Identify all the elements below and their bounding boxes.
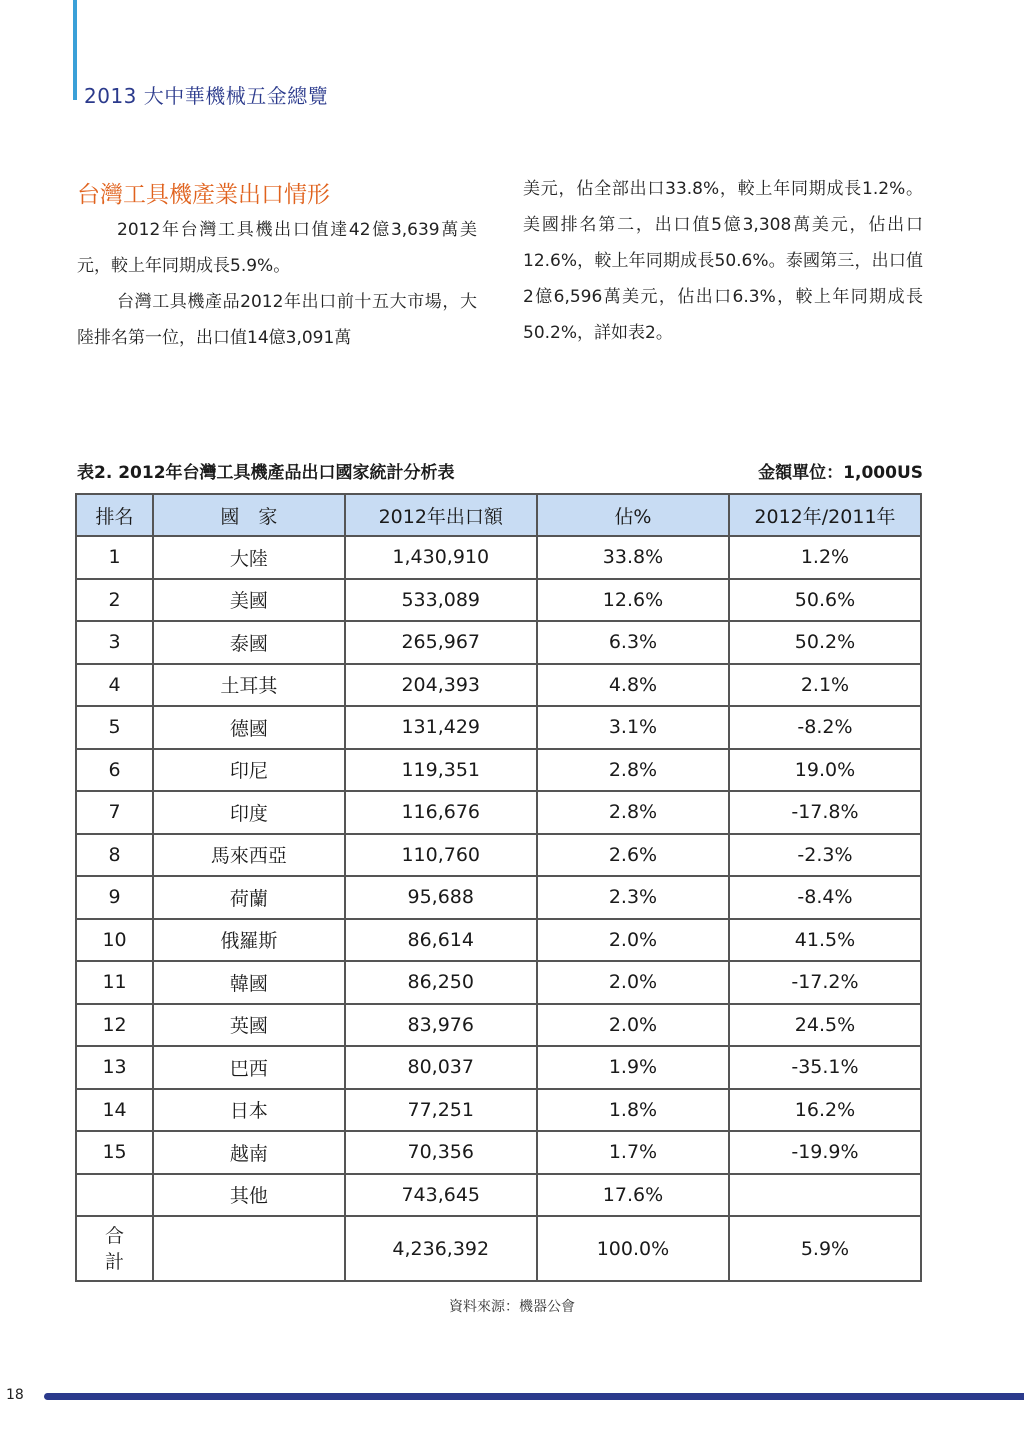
table-row: [76, 1131, 921, 1174]
page-number: 18: [6, 1387, 24, 1403]
table-row: [76, 621, 921, 664]
table-row: [76, 579, 921, 622]
table-row: [76, 961, 921, 1004]
country-cell: 美國: [153, 579, 344, 622]
rank-cell: 8: [76, 834, 153, 877]
country-cell: 印度: [153, 791, 344, 834]
rank-cell: 12: [76, 1004, 153, 1047]
total-label-line2: 計: [105, 1250, 125, 1273]
rank-cell: 1: [76, 536, 153, 579]
country-cell: 土耳其: [153, 664, 344, 707]
pct-cell: 2.8%: [537, 791, 729, 834]
growth-cell: -8.4%: [729, 876, 921, 919]
amount-cell: 116,676: [345, 791, 537, 834]
pct-cell: 12.6%: [537, 579, 729, 622]
amount-cell: 131,429: [345, 706, 537, 749]
growth-cell: 50.2%: [729, 621, 921, 664]
country-cell: 荷蘭: [153, 876, 344, 919]
country-cell: 馬來西亞: [153, 834, 344, 877]
table-row: [76, 706, 921, 749]
pct-cell: 33.8%: [537, 536, 729, 579]
table-row: [76, 1046, 921, 1089]
rank-cell: 4: [76, 664, 153, 707]
table-unit-label: 金額單位：1,000US: [758, 463, 923, 483]
pct-cell: 2.0%: [537, 1004, 729, 1047]
amount-cell: 533,089: [345, 579, 537, 622]
table-caption: 表2. 2012年台灣工具機產品出口國家統計分析表: [77, 463, 455, 483]
growth-cell: -17.8%: [729, 791, 921, 834]
table-row: [76, 791, 921, 834]
header-country: 國 家: [153, 494, 344, 536]
total-label-line1: 合: [105, 1224, 125, 1247]
amount-cell: 204,393: [345, 664, 537, 707]
pct-cell: 3.1%: [537, 706, 729, 749]
table-row: [76, 1004, 921, 1047]
section-heading: 台灣工具機產業出口情形: [77, 182, 330, 208]
table-row: [76, 919, 921, 962]
rank-cell: [76, 1174, 153, 1217]
growth-cell: -8.2%: [729, 706, 921, 749]
rank-cell: 15: [76, 1131, 153, 1174]
export-statistics-table: [75, 493, 922, 1282]
pct-cell: 2.8%: [537, 749, 729, 792]
rank-cell: 6: [76, 749, 153, 792]
amount-cell: 95,688: [345, 876, 537, 919]
amount-cell: 265,967: [345, 621, 537, 664]
amount-cell: 77,251: [345, 1089, 537, 1132]
table-source-note: 資料來源：機器公會: [449, 1299, 575, 1315]
amount-cell: 83,976: [345, 1004, 537, 1047]
table-total-row: [76, 1216, 921, 1281]
paragraph-top-markets-part1: 台灣工具機產品2012年出口前十五大市場，大陸排名第一位，出口值14億3,091萬: [77, 292, 477, 348]
country-cell: 泰國: [153, 621, 344, 664]
paragraph-top-markets-part2: 美元，佔全部出口33.8%，較上年同期成長1.2%。美國排名第二，出口值5億3,308萬美元，佔出口12.6%，較上年同期成長50.6%。泰國第三，出口值2億6,596萬美元，佔出口6.3%，較上年同期成長50.2%，詳如表2。: [523, 179, 923, 343]
table-row: [76, 749, 921, 792]
country-cell: 印尼: [153, 749, 344, 792]
growth-cell: -19.9%: [729, 1131, 921, 1174]
amount-cell: 1,430,910: [345, 536, 537, 579]
rank-cell: 5: [76, 706, 153, 749]
amount-cell: 110,760: [345, 834, 537, 877]
rank-cell: 7: [76, 791, 153, 834]
growth-cell: 1.2%: [729, 536, 921, 579]
table-row: [76, 664, 921, 707]
table-row: [76, 834, 921, 877]
header-share-percent: 佔%: [537, 494, 729, 536]
country-cell: 大陸: [153, 536, 344, 579]
amount-cell: 86,250: [345, 961, 537, 1004]
growth-cell: -17.2%: [729, 961, 921, 1004]
paragraph-export-total: 2012年台灣工具機出口值達42億3,639萬美元，較上年同期成長5.9%。: [77, 220, 477, 276]
amount-cell: 70,356: [345, 1131, 537, 1174]
growth-cell: 50.6%: [729, 579, 921, 622]
total-label: [76, 1216, 153, 1281]
total-growth-cell: 5.9%: [729, 1216, 921, 1281]
rank-cell: 10: [76, 919, 153, 962]
growth-cell: 2.1%: [729, 664, 921, 707]
pct-cell: 2.0%: [537, 919, 729, 962]
amount-cell: 743,645: [345, 1174, 537, 1217]
amount-cell: 80,037: [345, 1046, 537, 1089]
pct-cell: 1.9%: [537, 1046, 729, 1089]
amount-cell: 86,614: [345, 919, 537, 962]
running-header-title: 2013 大中華機械五金總覽: [84, 84, 329, 108]
table-row: [76, 536, 921, 579]
country-cell: 韓國: [153, 961, 344, 1004]
country-cell: 英國: [153, 1004, 344, 1047]
growth-cell: 41.5%: [729, 919, 921, 962]
pct-cell: 1.7%: [537, 1131, 729, 1174]
country-cell: 巴西: [153, 1046, 344, 1089]
pct-cell: 2.0%: [537, 961, 729, 1004]
table-header-row: [76, 494, 921, 536]
rank-cell: 13: [76, 1046, 153, 1089]
pct-cell: 2.3%: [537, 876, 729, 919]
growth-cell: 16.2%: [729, 1089, 921, 1132]
growth-cell: 19.0%: [729, 749, 921, 792]
total-country-cell: [153, 1216, 344, 1281]
amount-cell: 119,351: [345, 749, 537, 792]
pct-cell: 6.3%: [537, 621, 729, 664]
rank-cell: 3: [76, 621, 153, 664]
total-amount-cell: 4,236,392: [345, 1216, 537, 1281]
growth-cell: -2.3%: [729, 834, 921, 877]
pct-cell: 1.8%: [537, 1089, 729, 1132]
country-cell: 德國: [153, 706, 344, 749]
growth-cell: [729, 1174, 921, 1217]
country-cell: 日本: [153, 1089, 344, 1132]
rank-cell: 11: [76, 961, 153, 1004]
pct-cell: 4.8%: [537, 664, 729, 707]
rank-cell: 9: [76, 876, 153, 919]
country-cell: 其他: [153, 1174, 344, 1217]
total-pct-cell: 100.0%: [537, 1216, 729, 1281]
country-cell: 越南: [153, 1131, 344, 1174]
pct-cell: 17.6%: [537, 1174, 729, 1217]
rank-cell: 2: [76, 579, 153, 622]
growth-cell: -35.1%: [729, 1046, 921, 1089]
country-cell: 俄羅斯: [153, 919, 344, 962]
table-row: [76, 1089, 921, 1132]
header-rank: 排名: [76, 494, 153, 536]
table-row: [76, 1174, 921, 1217]
header-export-amount: 2012年出口額: [345, 494, 537, 536]
table-row: [76, 876, 921, 919]
body-column-left: [77, 212, 477, 356]
rank-cell: 14: [76, 1089, 153, 1132]
header-growth-ratio: 2012年/2011年: [729, 494, 921, 536]
pct-cell: 2.6%: [537, 834, 729, 877]
header-accent-bar: [73, 0, 77, 100]
body-column-right: [523, 171, 923, 351]
growth-cell: 24.5%: [729, 1004, 921, 1047]
footer-rule: [44, 1393, 1024, 1400]
